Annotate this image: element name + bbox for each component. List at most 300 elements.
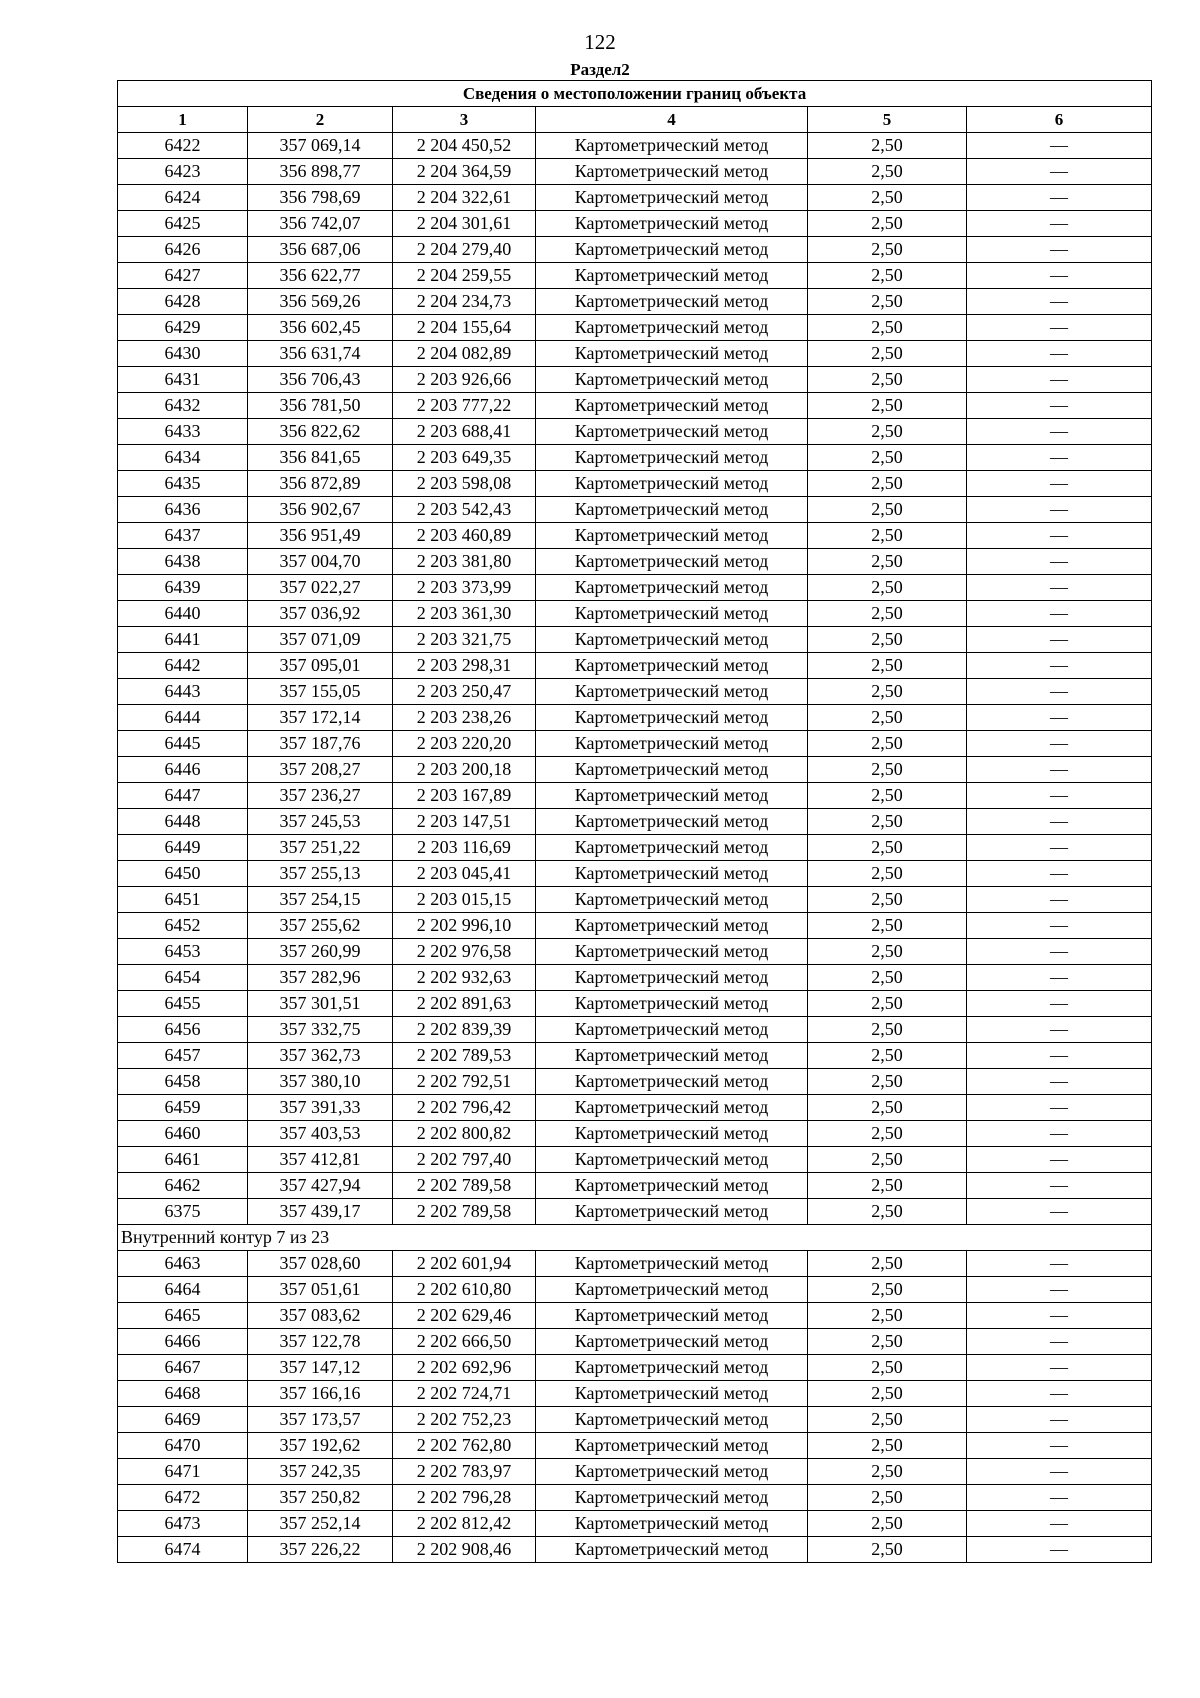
table-cell: 6456 [118,1017,248,1043]
table-cell: — [967,471,1152,497]
table-cell: — [967,575,1152,601]
table-cell: — [967,653,1152,679]
table-row [118,731,1152,757]
table-cell: Картометрический метод [536,1485,808,1511]
table-cell: 6465 [118,1303,248,1329]
table-cell: 2,50 [808,1355,967,1381]
table-cell: 357 173,57 [248,1407,393,1433]
table-cell: 2,50 [808,1173,967,1199]
table-row [118,393,1152,419]
table-cell: 6469 [118,1407,248,1433]
table-cell: 6449 [118,835,248,861]
table-cell: 6470 [118,1433,248,1459]
table-cell: Картометрический метод [536,627,808,653]
table-cell: 357 192,62 [248,1433,393,1459]
table-row [118,1459,1152,1485]
table-row [118,1251,1152,1277]
table-cell: 6441 [118,627,248,653]
table-cell: 2 204 155,64 [393,315,536,341]
table-cell: 2 202 908,46 [393,1537,536,1563]
table-cell: 2,50 [808,757,967,783]
table-cell: 2 202 610,80 [393,1277,536,1303]
table-cell: 2 202 762,80 [393,1433,536,1459]
table-cell: Картометрический метод [536,991,808,1017]
table-cell: — [967,757,1152,783]
table-cell: 2,50 [808,367,967,393]
table-cell: Картометрический метод [536,965,808,991]
table-cell: 357 254,15 [248,887,393,913]
table-row [118,315,1152,341]
table-caption: Сведения о местоположении границ объекта [118,81,1152,107]
table-cell: 2 203 649,35 [393,445,536,471]
table-cell: 357 439,17 [248,1199,393,1225]
table-cell: Картометрический метод [536,601,808,627]
column-header: 6 [967,107,1152,133]
table-cell: Картометрический метод [536,939,808,965]
table-cell: Картометрический метод [536,1095,808,1121]
table-cell: 357 380,10 [248,1069,393,1095]
table-cell: 6447 [118,783,248,809]
table-cell: 6472 [118,1485,248,1511]
table-row [118,1381,1152,1407]
table-cell: — [967,1069,1152,1095]
table-cell: 2 204 450,52 [393,133,536,159]
table-cell: 356 951,49 [248,523,393,549]
table-cell: — [967,1095,1152,1121]
table-row [118,419,1152,445]
table-cell: 2 202 789,58 [393,1173,536,1199]
table-row [118,133,1152,159]
table-cell: Картометрический метод [536,1459,808,1485]
table-cell: 2 203 373,99 [393,575,536,601]
table-cell: 6458 [118,1069,248,1095]
table-row [118,1329,1152,1355]
table-cell: 2 202 601,94 [393,1251,536,1277]
table-cell: 2,50 [808,627,967,653]
table-cell: 2,50 [808,1199,967,1225]
table-cell: 2 203 361,30 [393,601,536,627]
table-row [118,445,1152,471]
table-cell: — [967,523,1152,549]
table-row [118,1121,1152,1147]
table-cell: Картометрический метод [536,1121,808,1147]
table-cell: 357 260,99 [248,939,393,965]
table-row [118,809,1152,835]
table-cell: 356 841,65 [248,445,393,471]
table-cell: 2,50 [808,731,967,757]
table-cell: 2,50 [808,419,967,445]
table-cell: 2,50 [808,1043,967,1069]
table-cell: 2,50 [808,523,967,549]
table-cell: 356 781,50 [248,393,393,419]
table-cell: 2,50 [808,991,967,1017]
table-cell: 6429 [118,315,248,341]
table-cell: 2,50 [808,497,967,523]
table-cell: — [967,731,1152,757]
table-cell: 6452 [118,913,248,939]
table-cell: 2 203 045,41 [393,861,536,887]
table-cell: 6438 [118,549,248,575]
table-cell: Картометрический метод [536,367,808,393]
table-cell: 357 242,35 [248,1459,393,1485]
table-cell: 357 301,51 [248,991,393,1017]
table-cell: 357 022,27 [248,575,393,601]
table-row [118,471,1152,497]
table-cell: — [967,991,1152,1017]
table-cell: 356 822,62 [248,419,393,445]
table-cell: 2 202 976,58 [393,939,536,965]
table-cell: — [967,627,1152,653]
table-cell: 6424 [118,185,248,211]
table-cell: 2 203 298,31 [393,653,536,679]
table-cell: — [967,237,1152,263]
table-cell: Картометрический метод [536,445,808,471]
table-cell: 356 622,77 [248,263,393,289]
table-cell: 357 147,12 [248,1355,393,1381]
table-cell: 2 203 147,51 [393,809,536,835]
table-cell: 6375 [118,1199,248,1225]
table-cell: 6463 [118,1251,248,1277]
table-cell: 2 202 996,10 [393,913,536,939]
table-cell: 2 204 234,73 [393,289,536,315]
table-cell: 6464 [118,1277,248,1303]
table-cell: 2 202 724,71 [393,1381,536,1407]
table-row [118,1069,1152,1095]
table-cell: 2 202 839,39 [393,1017,536,1043]
table-cell: 2 204 322,61 [393,185,536,211]
table-cell: 2 202 796,28 [393,1485,536,1511]
table-cell: 2,50 [808,185,967,211]
table-cell: 2,50 [808,1511,967,1537]
table-row [118,1147,1152,1173]
table-cell: 6450 [118,861,248,887]
table-row [118,835,1152,861]
table-cell: — [967,1121,1152,1147]
table-row [118,783,1152,809]
table-cell: 356 898,77 [248,159,393,185]
table-cell: 2 203 238,26 [393,705,536,731]
table-cell: — [967,393,1152,419]
page-number: 122 [584,30,616,54]
table-cell: 2,50 [808,315,967,341]
table-cell: 6433 [118,419,248,445]
table-cell: 2,50 [808,679,967,705]
table-row [118,653,1152,679]
table-cell: — [967,835,1152,861]
table-cell: — [967,939,1152,965]
table-cell: 2 204 301,61 [393,211,536,237]
table-cell: 6448 [118,809,248,835]
table-cell: — [967,1511,1152,1537]
table-cell: Картометрический метод [536,1355,808,1381]
table-row [118,159,1152,185]
table-cell: 2,50 [808,1433,967,1459]
table-cell: 2 202 666,50 [393,1329,536,1355]
table-cell: Картометрический метод [536,1251,808,1277]
table-row [118,211,1152,237]
table-cell: Картометрический метод [536,1381,808,1407]
table-cell: 2,50 [808,809,967,835]
table-cell: 357 187,76 [248,731,393,757]
table-cell: 2,50 [808,1251,967,1277]
table-cell: Картометрический метод [536,575,808,601]
column-header: 5 [808,107,967,133]
table-cell: 2 204 364,59 [393,159,536,185]
table-cell: 6454 [118,965,248,991]
table-cell: 6455 [118,991,248,1017]
table-cell: — [967,783,1152,809]
table-cell: 6474 [118,1537,248,1563]
table-row [118,1485,1152,1511]
table-cell: 6428 [118,289,248,315]
table-cell: Картометрический метод [536,159,808,185]
table-cell: 6437 [118,523,248,549]
table-cell: 356 706,43 [248,367,393,393]
table-row [118,237,1152,263]
contour-subheader-row [118,1225,1152,1251]
table-cell: 357 095,01 [248,653,393,679]
table-cell: 6434 [118,445,248,471]
table-cell: 357 391,33 [248,1095,393,1121]
table-cell: Картометрический метод [536,289,808,315]
table-cell: 2 204 259,55 [393,263,536,289]
table-cell: 2,50 [808,1303,967,1329]
table-cell: Картометрический метод [536,1303,808,1329]
table-cell: 6430 [118,341,248,367]
table-cell: 357 255,62 [248,913,393,939]
table-cell: 2 202 629,46 [393,1303,536,1329]
table-cell: 356 902,67 [248,497,393,523]
table-cell: Картометрический метод [536,679,808,705]
table-cell: 2,50 [808,471,967,497]
table-cell: 357 282,96 [248,965,393,991]
table-row [118,887,1152,913]
table-cell: 2 202 800,82 [393,1121,536,1147]
table-cell: 2 203 777,22 [393,393,536,419]
table-cell: 2 203 250,47 [393,679,536,705]
table-cell: Картометрический метод [536,783,808,809]
table-cell: 2,50 [808,211,967,237]
table-cell: Картометрический метод [536,1433,808,1459]
table-cell: — [967,1381,1152,1407]
table-cell: Картометрический метод [536,1407,808,1433]
table-row [118,1511,1152,1537]
table-cell: 2 202 789,58 [393,1199,536,1225]
table-cell: 357 172,14 [248,705,393,731]
table-cell: 6468 [118,1381,248,1407]
table-cell: — [967,1017,1152,1043]
table-cell: 2,50 [808,835,967,861]
table-cell: Картометрический метод [536,211,808,237]
table-cell: 356 631,74 [248,341,393,367]
table-cell: 356 742,07 [248,211,393,237]
table-cell: Картометрический метод [536,1043,808,1069]
table-cell: 6432 [118,393,248,419]
table-row [118,289,1152,315]
table-cell: 2 202 792,51 [393,1069,536,1095]
table-cell: 2 203 542,43 [393,497,536,523]
table-cell: 357 255,13 [248,861,393,887]
table-row [118,1173,1152,1199]
table-cell: — [967,367,1152,393]
table-row [118,549,1152,575]
coordinates-table [117,80,1152,1563]
table-cell: Картометрический метод [536,913,808,939]
table-cell: — [967,809,1152,835]
table-cell: 2 202 797,40 [393,1147,536,1173]
table-cell: — [967,263,1152,289]
table-cell: 2,50 [808,653,967,679]
table-body [118,133,1152,1563]
table-cell: 2,50 [808,965,967,991]
table-cell: 357 226,22 [248,1537,393,1563]
table-cell: — [967,1251,1152,1277]
table-cell: 6444 [118,705,248,731]
table-cell: 6460 [118,1121,248,1147]
table-cell: — [967,159,1152,185]
table-row [118,497,1152,523]
table-cell: — [967,1433,1152,1459]
table-cell: 6423 [118,159,248,185]
table-cell: 356 872,89 [248,471,393,497]
table-cell: — [967,705,1152,731]
table-cell: 357 166,16 [248,1381,393,1407]
table-cell: Картометрический метод [536,835,808,861]
table-cell: 2 203 926,66 [393,367,536,393]
table-cell: Картометрический метод [536,1069,808,1095]
table-cell: 2,50 [808,601,967,627]
table-cell: 6431 [118,367,248,393]
table-cell: Картометрический метод [536,523,808,549]
table-cell: 2,50 [808,913,967,939]
table-cell: 357 427,94 [248,1173,393,1199]
table-cell: 6457 [118,1043,248,1069]
table-cell: 6436 [118,497,248,523]
table-cell: 356 602,45 [248,315,393,341]
table-cell: 2,50 [808,237,967,263]
table-cell: 357 036,92 [248,601,393,627]
table-row [118,861,1152,887]
table-cell: — [967,965,1152,991]
table-cell: Картометрический метод [536,887,808,913]
table-cell: — [967,1147,1152,1173]
table-row [118,965,1152,991]
table-cell: 2 203 321,75 [393,627,536,653]
table-cell: — [967,549,1152,575]
table-cell: — [967,1173,1152,1199]
table-cell: 6426 [118,237,248,263]
table-row [118,1043,1152,1069]
table-cell: — [967,1537,1152,1563]
table-cell: Картометрический метод [536,1199,808,1225]
table-cell: 357 208,27 [248,757,393,783]
table-cell: 356 798,69 [248,185,393,211]
table-cell: Картометрический метод [536,185,808,211]
table-cell: 2 202 789,53 [393,1043,536,1069]
table-cell: — [967,315,1152,341]
table-cell: Картометрический метод [536,341,808,367]
table-cell: 6467 [118,1355,248,1381]
table-cell: 6471 [118,1459,248,1485]
table-cell: 2,50 [808,1069,967,1095]
table-cell: — [967,1407,1152,1433]
table-cell: 357 155,05 [248,679,393,705]
table-cell: 2,50 [808,549,967,575]
table-cell: 2 202 891,63 [393,991,536,1017]
table-cell: — [967,211,1152,237]
table-cell: 357 028,60 [248,1251,393,1277]
table-cell: 2,50 [808,1407,967,1433]
table-cell: — [967,1199,1152,1225]
table-cell: Картометрический метод [536,1511,808,1537]
table-cell: 357 051,61 [248,1277,393,1303]
table-cell: 2,50 [808,263,967,289]
table-cell: 6442 [118,653,248,679]
table-cell: 2 203 688,41 [393,419,536,445]
table-cell: 6459 [118,1095,248,1121]
table-cell: Картометрический метод [536,809,808,835]
table-cell: 2,50 [808,1121,967,1147]
table-cell: Картометрический метод [536,1173,808,1199]
table-cell: 2 202 783,97 [393,1459,536,1485]
table-cell: 6435 [118,471,248,497]
table-row [118,757,1152,783]
table-cell: 2 204 279,40 [393,237,536,263]
table-cell: — [967,1329,1152,1355]
table-row [118,367,1152,393]
table-cell: 357 245,53 [248,809,393,835]
table-cell: — [967,1303,1152,1329]
table-cell: 2 203 381,80 [393,549,536,575]
table-cell: 2 202 752,23 [393,1407,536,1433]
table-cell: 2,50 [808,1277,967,1303]
table-row [118,991,1152,1017]
table-cell: Картометрический метод [536,1537,808,1563]
table-cell: Картометрический метод [536,471,808,497]
table-cell: 2,50 [808,887,967,913]
table-cell: 6425 [118,211,248,237]
table-cell: 2 202 796,42 [393,1095,536,1121]
table-cell: — [967,1355,1152,1381]
table-row [118,523,1152,549]
table-cell: 2 203 167,89 [393,783,536,809]
table-cell: 357 071,09 [248,627,393,653]
table-cell: Картометрический метод [536,757,808,783]
table-cell: 357 403,53 [248,1121,393,1147]
table-cell: 2,50 [808,705,967,731]
table-row [118,913,1152,939]
table-cell: 2,50 [808,1537,967,1563]
table-cell: 6440 [118,601,248,627]
table-row [118,1537,1152,1563]
table-row [118,939,1152,965]
table-row [118,1095,1152,1121]
table-cell: Картометрический метод [536,237,808,263]
table-cell: 2,50 [808,1459,967,1485]
table-cell: Картометрический метод [536,315,808,341]
table-cell: 6473 [118,1511,248,1537]
table-cell: 2 203 015,15 [393,887,536,913]
table-cell: 2,50 [808,133,967,159]
table-cell: Картометрический метод [536,1017,808,1043]
table-cell: — [967,289,1152,315]
table-cell: — [967,1043,1152,1069]
column-header: 3 [393,107,536,133]
table-cell: 2,50 [808,1485,967,1511]
table-cell: 357 412,81 [248,1147,393,1173]
table-cell: 2,50 [808,1095,967,1121]
table-cell: — [967,1459,1152,1485]
